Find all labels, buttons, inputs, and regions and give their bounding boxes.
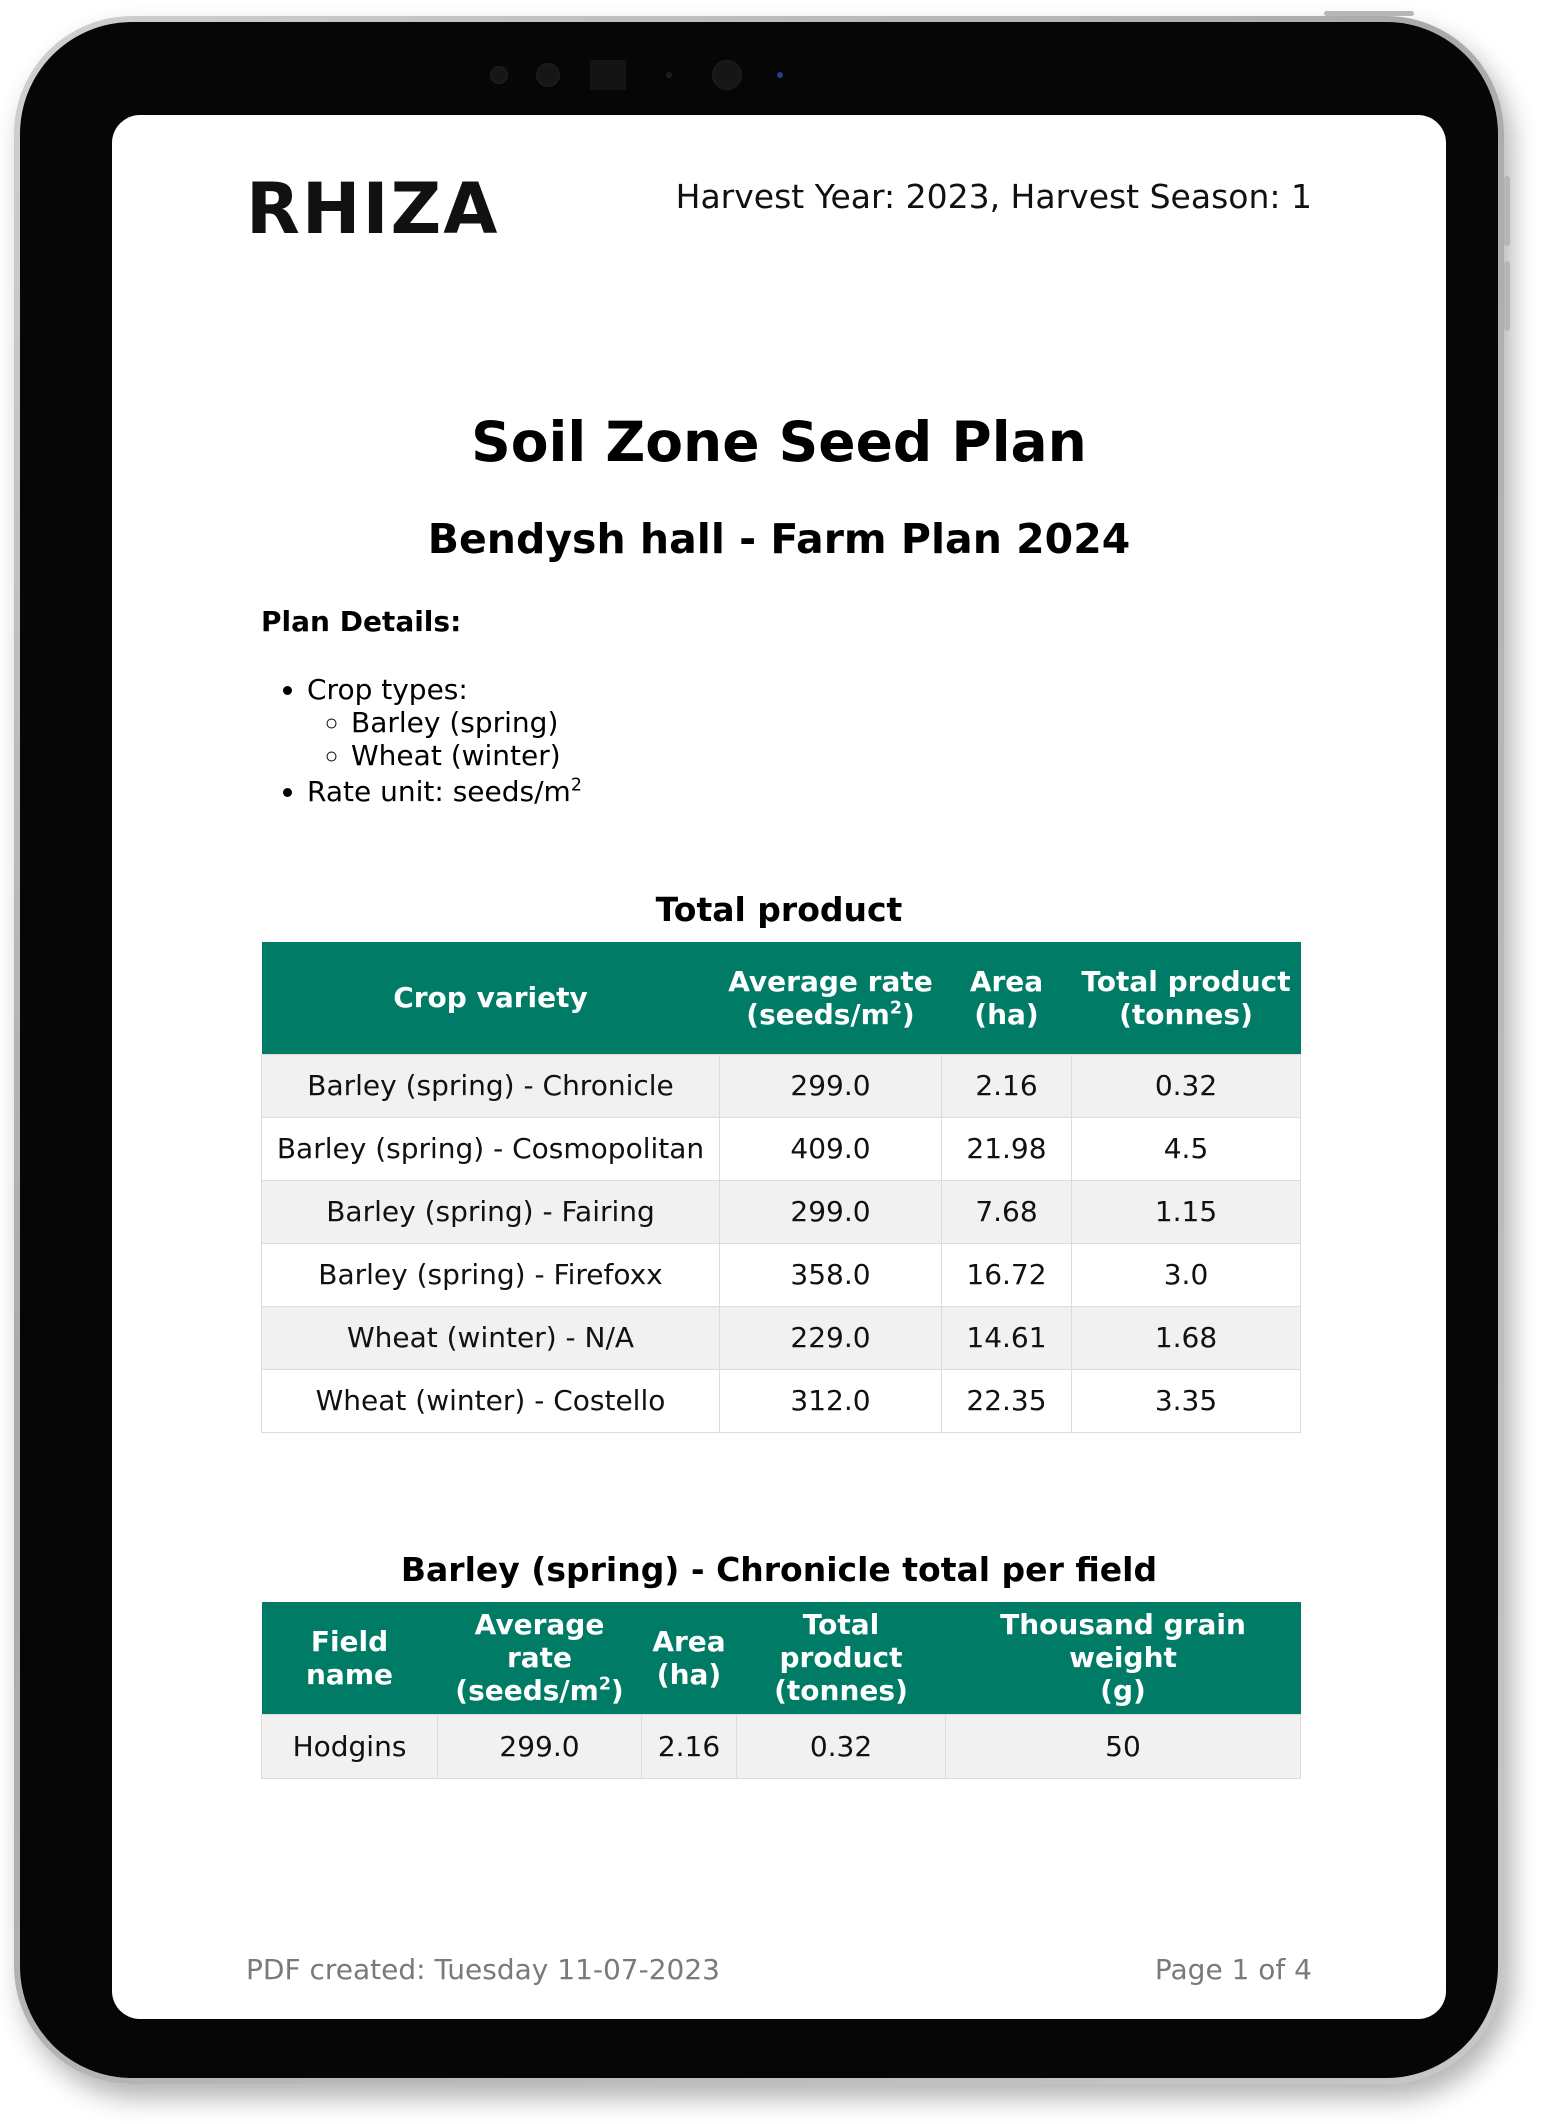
header-exponent: 2 [598, 1674, 611, 1695]
camera-array [490, 58, 810, 92]
table-row [262, 1180, 1301, 1243]
per-field-caption: Barley (spring) - Chronicle total per field [400, 1550, 1158, 1589]
sensor-icon [536, 63, 560, 87]
cell-average-rate: 299.0 [720, 1054, 942, 1117]
sensor-icon [490, 66, 508, 84]
rate-unit-exponent: 2 [570, 775, 582, 796]
tablet-frame [14, 16, 1504, 2084]
volume-button [1504, 176, 1510, 246]
cell-total-product: 3.0 [1072, 1243, 1301, 1306]
cell-area: 21.98 [942, 1117, 1072, 1180]
cell-area: 2.16 [642, 1714, 737, 1778]
header-text: ) [610, 1674, 624, 1708]
plan-details-heading: Plan Details: [261, 605, 462, 638]
volume-button [1504, 261, 1510, 331]
rhiza-logo [246, 168, 500, 250]
list-item [307, 673, 582, 772]
crop-types-label: Crop types: [307, 673, 468, 706]
cell-crop-variety: Barley (spring) - Fairing [262, 1180, 720, 1243]
table-row [262, 1243, 1301, 1306]
logo-text: RHIZA [246, 168, 500, 250]
header-text: (ha) [656, 1657, 722, 1691]
cell-total-product: 0.32 [1072, 1054, 1301, 1117]
camera-icon [712, 60, 742, 90]
cell-area: 7.68 [942, 1180, 1072, 1243]
column-header-total-product [1072, 942, 1301, 1054]
column-header-field-name: Field name [262, 1602, 438, 1714]
cell-crop-variety: Barley (spring) - Cosmopolitan [262, 1117, 720, 1180]
sensor-icon [666, 72, 672, 78]
column-header-thousand-grain-weight [946, 1602, 1301, 1714]
cell-area: 22.35 [942, 1369, 1072, 1432]
list-item: ◦ Wheat (winter) [351, 739, 582, 772]
header-text: (seeds/m [455, 1674, 599, 1708]
column-header-total-product [737, 1602, 946, 1714]
cell-total-product: 3.35 [1072, 1369, 1301, 1432]
column-header-area [942, 942, 1072, 1054]
column-header-average-rate [720, 942, 942, 1054]
cell-total-product: 4.5 [1072, 1117, 1301, 1180]
plan-details-list [261, 673, 582, 808]
footer-created-date: PDF created: Tuesday 11-07-2023 [246, 1953, 720, 1986]
page-subtitle: Bendysh hall - Farm Plan 2024 [427, 515, 1131, 563]
total-product-table [261, 942, 1301, 1433]
document-page [112, 115, 1446, 2019]
header-text: Total product [779, 1608, 903, 1675]
header-text: (tonnes) [1119, 997, 1253, 1031]
column-header-average-rate [438, 1602, 642, 1714]
cell-crop-variety: Wheat (winter) - Costello [262, 1369, 720, 1432]
table-header-row [262, 942, 1301, 1054]
sensor-icon [590, 60, 626, 90]
header-exponent: 2 [889, 998, 902, 1019]
header-text: Area [969, 964, 1044, 998]
column-header-area [642, 1602, 737, 1714]
cell-average-rate: 312.0 [720, 1369, 942, 1432]
rate-unit-label: Rate unit: seeds/m [307, 775, 571, 808]
cell-average-rate: 409.0 [720, 1117, 942, 1180]
column-header-crop-variety: Crop variety [262, 942, 720, 1054]
cell-thousand-grain-weight: 50 [946, 1714, 1301, 1778]
cell-total-product: 0.32 [737, 1714, 946, 1778]
camera-led-icon [777, 72, 783, 78]
tablet-bezel [20, 22, 1498, 2078]
cell-crop-variety: Barley (spring) - Firefoxx [262, 1243, 720, 1306]
header-text: Average rate [728, 964, 933, 998]
cell-crop-variety: Wheat (winter) - N/A [262, 1306, 720, 1369]
power-button [1324, 11, 1414, 16]
header-text: Thousand grain weight [1000, 1608, 1246, 1675]
header-text: Area [652, 1624, 726, 1658]
cell-area: 14.61 [942, 1306, 1072, 1369]
harvest-info: Harvest Year: 2023, Harvest Season: 1 [675, 177, 1312, 216]
cell-total-product: 1.68 [1072, 1306, 1301, 1369]
header-text: (tonnes) [774, 1674, 908, 1708]
per-field-table [261, 1602, 1301, 1779]
table-row [262, 1117, 1301, 1180]
header-text: Total product [1081, 964, 1291, 998]
header-text: ) [901, 997, 915, 1031]
cell-area: 2.16 [942, 1054, 1072, 1117]
table-header-row [262, 1602, 1301, 1714]
header-text: (g) [1100, 1674, 1146, 1708]
footer-page-number: Page 1 of 4 [1154, 1953, 1312, 1986]
cell-average-rate: 299.0 [720, 1180, 942, 1243]
header-text: Average rate [474, 1608, 605, 1675]
cell-crop-variety: Barley (spring) - Chronicle [262, 1054, 720, 1117]
table-row [262, 1054, 1301, 1117]
cell-average-rate: 299.0 [438, 1714, 642, 1778]
header-text: (ha) [974, 997, 1039, 1031]
table-row [262, 1306, 1301, 1369]
cell-average-rate: 229.0 [720, 1306, 942, 1369]
table-row [262, 1369, 1301, 1432]
table-row [262, 1714, 1301, 1778]
page-title: Soil Zone Seed Plan [471, 410, 1087, 474]
cell-field-name: Hodgins [262, 1714, 438, 1778]
header-text: (seeds/m [746, 997, 890, 1031]
cell-average-rate: 358.0 [720, 1243, 942, 1306]
cell-area: 16.72 [942, 1243, 1072, 1306]
total-product-caption: Total product [655, 890, 903, 929]
list-item: ◦ Barley (spring) [351, 706, 582, 739]
cell-total-product: 1.15 [1072, 1180, 1301, 1243]
list-item [307, 775, 582, 808]
